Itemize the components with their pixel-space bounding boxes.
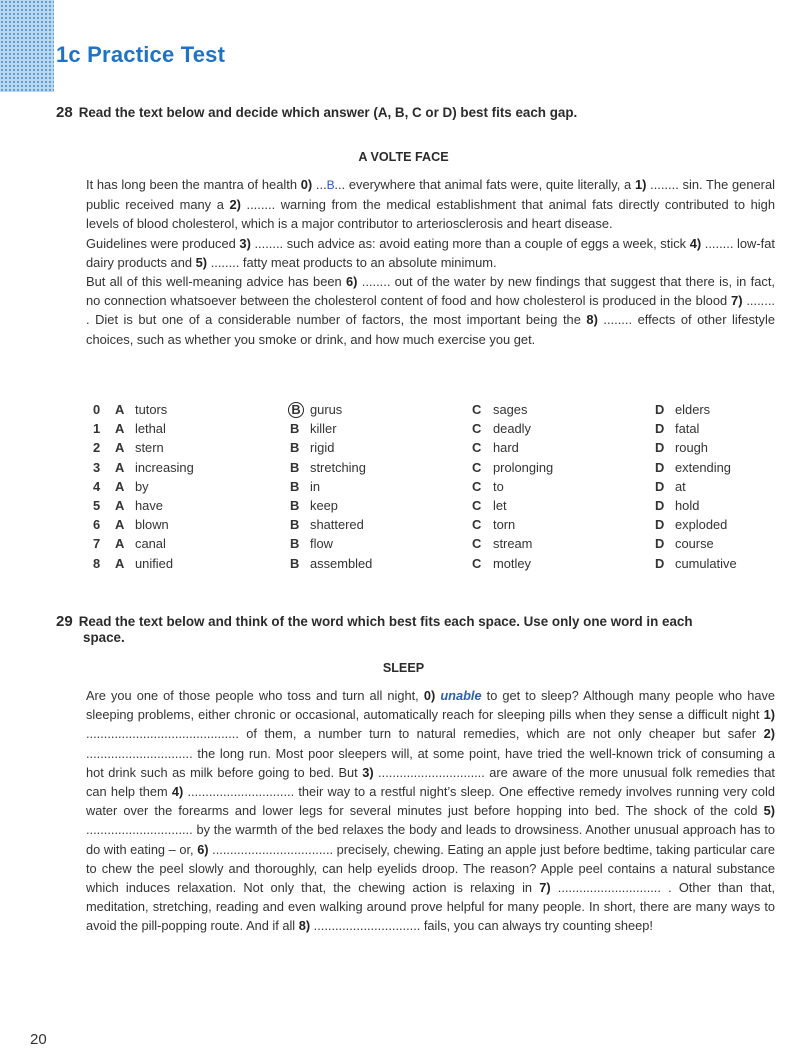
option-word: rough bbox=[675, 440, 708, 456]
section-title: 1c Practice Test bbox=[56, 42, 226, 67]
option-row bbox=[0, 498, 807, 517]
text-run: .............................. the long run. Most poor sleepers will, at some point, have tried the well-known trick of consuming a hot drink such as milk before going to bed. But bbox=[86, 745, 775, 780]
text-run: .............................. fails, you can always try counting sheep! bbox=[310, 918, 653, 934]
option-word: keep bbox=[310, 498, 338, 513]
q28-passage bbox=[86, 175, 775, 349]
gap-number: 2) bbox=[763, 726, 775, 742]
option-row-number: 0 bbox=[93, 402, 101, 417]
option-word: cumulative bbox=[675, 555, 737, 571]
option-row-number: 4 bbox=[93, 478, 101, 494]
q28-heading bbox=[56, 104, 577, 121]
text-run: .............................. their way to a restful night’s sleep. One effective remedy involves running very cold water over the forearms and lower legs for several minutes just before hopping into bed. The shock of the cold bbox=[86, 784, 776, 819]
option-row-number: 7 bbox=[93, 536, 101, 552]
q29-instruction-line2: space. bbox=[83, 630, 125, 645]
option-letter-a: A bbox=[115, 498, 125, 513]
gap-number: 6) bbox=[346, 274, 358, 290]
option-row bbox=[0, 479, 807, 498]
option-letter-c: C bbox=[472, 478, 482, 494]
text-run: ........ fatty meat products to an absolute minimum. bbox=[207, 254, 497, 270]
option-word: let bbox=[493, 498, 507, 513]
option-word: sages bbox=[493, 402, 528, 417]
q28-paragraph bbox=[86, 175, 775, 234]
option-letter-b bbox=[290, 402, 304, 418]
option-word: motley bbox=[493, 555, 531, 571]
option-letter-d: D bbox=[655, 555, 665, 571]
option-letter-b: B bbox=[290, 498, 300, 513]
option-letter-d: D bbox=[655, 402, 665, 417]
option-word: flow bbox=[310, 536, 333, 552]
option-letter-b: B bbox=[290, 440, 300, 456]
option-word: at bbox=[675, 478, 686, 494]
q29-passage bbox=[86, 686, 775, 936]
gap-number: 5) bbox=[195, 254, 208, 270]
option-word: lethal bbox=[135, 421, 166, 437]
option-letter-c: C bbox=[472, 555, 482, 571]
option-letter-d: D bbox=[655, 478, 665, 494]
option-word: canal bbox=[135, 536, 166, 552]
gap-number: 6) bbox=[197, 841, 209, 857]
option-letter-d: D bbox=[655, 498, 665, 513]
dotted-corner-decoration bbox=[0, 0, 54, 92]
option-letter-a: A bbox=[115, 402, 125, 417]
gap-number: 5) bbox=[763, 803, 775, 819]
option-word: to bbox=[493, 478, 504, 494]
option-row bbox=[0, 556, 807, 575]
option-word: have bbox=[135, 498, 163, 513]
option-word: tutors bbox=[135, 402, 168, 417]
option-word: shattered bbox=[310, 517, 364, 533]
q28-number: 28 bbox=[56, 104, 73, 121]
option-letter-c: C bbox=[472, 498, 482, 513]
gap-number: 7) bbox=[731, 293, 743, 309]
option-letter-a: A bbox=[115, 517, 125, 533]
option-letter-b: B bbox=[290, 555, 300, 571]
option-word: stream bbox=[493, 536, 533, 552]
text-run: ........................................... of them, a number turn to natural remedies, which are not only cheaper but safer bbox=[86, 726, 764, 742]
option-row bbox=[0, 460, 807, 479]
option-letter-d: D bbox=[655, 536, 665, 552]
option-letter-a: A bbox=[115, 536, 125, 552]
gap-number: 0) bbox=[423, 688, 436, 703]
option-word: killer bbox=[310, 421, 337, 437]
gap-number: 8) bbox=[298, 918, 311, 934]
text-run: ... everywhere that animal fats were, quite literally, a bbox=[334, 177, 635, 192]
option-row bbox=[0, 402, 807, 421]
gap-number: 7) bbox=[539, 880, 551, 896]
q29-paragraph bbox=[86, 686, 775, 936]
option-row-number: 8 bbox=[93, 555, 101, 571]
example-answer: unable bbox=[440, 688, 482, 703]
option-word: prolonging bbox=[493, 459, 554, 475]
gap-number: 1) bbox=[763, 707, 775, 723]
option-letter-a: A bbox=[115, 459, 125, 475]
page-number: 20 bbox=[30, 1031, 47, 1048]
q28-paragraph bbox=[86, 272, 775, 349]
text-run: Are you one of those people who toss and turn all night, bbox=[86, 688, 424, 703]
text-run: ... bbox=[312, 177, 327, 192]
option-word: course bbox=[675, 536, 714, 552]
text-run: .............................. are aware of the more unusual folk remedies that can help them bbox=[86, 764, 775, 800]
option-word: by bbox=[135, 478, 149, 494]
option-word: assembled bbox=[310, 555, 373, 571]
option-letter-c: C bbox=[472, 402, 482, 417]
text-run: ........ effects of other lifestyle choices, such as whether you smoke or drink, and how much exercise you get. bbox=[86, 312, 775, 347]
gap-number: 4) bbox=[171, 784, 184, 800]
option-word: blown bbox=[135, 517, 169, 533]
option-letter-b: B bbox=[290, 517, 300, 533]
option-row-number: 5 bbox=[93, 498, 101, 513]
gap-number: 3) bbox=[239, 235, 251, 251]
option-word: in bbox=[310, 478, 321, 494]
option-letter-c: C bbox=[472, 517, 482, 533]
text-run: ........ out of the water by new findings that suggest that there is, in fact, no connection whatsoever between the cholesterol content of food and how cholesterol is produced in the blood bbox=[86, 274, 775, 309]
option-letter-b: B bbox=[290, 459, 300, 475]
option-word: rigid bbox=[310, 440, 335, 456]
option-letter-b: B bbox=[290, 536, 300, 552]
option-letter-a: A bbox=[115, 555, 125, 571]
option-letter-a: A bbox=[115, 421, 125, 437]
text-run: It has long been the mantra of health bbox=[86, 177, 301, 192]
option-word: torn bbox=[493, 517, 516, 533]
q29-instruction-line1: Read the text below and think of the word which best fits each space. Use only one word in each bbox=[78, 614, 693, 629]
option-word: exploded bbox=[675, 517, 728, 533]
text-run: ............................. . Other than that, meditation, stretching, reading and even walking around prove helpful for many people. In short, there are many ways to avoid the pill-popping route. And if all bbox=[86, 880, 775, 934]
option-row bbox=[0, 421, 807, 440]
option-letter-c: C bbox=[472, 459, 482, 475]
text-run: .................................. precisely, chewing. Eating an apple just before bedtime, taking particular care to chew the peel slowly and thoroughly, can help eyelids droop. The reason? Apple peel contains a natural substance which induces relaxation. Not only that, the chewing action is relaxing in bbox=[86, 841, 776, 896]
option-row bbox=[0, 517, 807, 536]
option-word: hard bbox=[493, 440, 519, 456]
gap-number: 3) bbox=[362, 764, 374, 780]
text-run: ........ low-fat dairy products and bbox=[86, 235, 775, 270]
handwritten-answer: B bbox=[326, 178, 335, 192]
option-row-number: 1 bbox=[93, 421, 101, 437]
option-letter-c: C bbox=[472, 440, 482, 456]
option-word: elders bbox=[675, 402, 711, 417]
option-word: stretching bbox=[310, 459, 366, 475]
q29-heading bbox=[56, 613, 776, 645]
option-row bbox=[0, 440, 807, 459]
gap-number: 0) bbox=[300, 177, 313, 192]
option-letter-a: A bbox=[115, 440, 125, 456]
q28-paragraph bbox=[86, 234, 775, 272]
q28-instruction: Read the text below and decide which answer (A, B, C or D) best fits each gap. bbox=[78, 105, 578, 120]
option-word: fatal bbox=[675, 421, 700, 437]
option-word: hold bbox=[675, 498, 700, 513]
q28-text-title: A VOLTE FACE bbox=[358, 150, 449, 164]
option-letter-b: B bbox=[290, 421, 300, 437]
gap-number: 8) bbox=[586, 312, 598, 328]
q29-number: 29 bbox=[56, 613, 73, 630]
option-word: unified bbox=[135, 555, 173, 571]
q29-text-title: SLEEP bbox=[382, 661, 425, 675]
option-letter-c: C bbox=[472, 421, 482, 437]
option-letter-c: C bbox=[472, 536, 482, 552]
text-run: ........ warning from the medical establishment that animal fats directly contributed to high levels of blood cholesterol, which is a major contributor to arteriosclerosis and heart disease. bbox=[86, 197, 775, 232]
option-letter-d: D bbox=[655, 517, 665, 533]
option-word: increasing bbox=[135, 459, 194, 475]
gap-number: 4) bbox=[689, 235, 702, 251]
option-word: deadly bbox=[493, 421, 531, 437]
text-run: to get to sleep? Although many people who have sleeping problems, either chronic or occasional, automatically reach for sleeping pills when they sense a difficult night bbox=[86, 688, 775, 723]
gap-number: 2) bbox=[229, 197, 241, 213]
option-letter-d: D bbox=[655, 421, 665, 437]
text-run: Guidelines were produced bbox=[86, 235, 240, 251]
circled-answer: B bbox=[288, 402, 304, 418]
text-run: ........ sin. The general public received many a bbox=[86, 177, 776, 213]
option-word: extending bbox=[675, 459, 731, 475]
gap-number: 1) bbox=[634, 177, 647, 192]
text-run: .............................. by the warmth of the bed relaxes the body and leads to drowsiness. Another unusual approach has to do with eating – or, bbox=[86, 822, 775, 857]
option-word: gurus bbox=[310, 402, 343, 417]
option-row-number: 6 bbox=[93, 517, 101, 533]
text-run: But all of this well-meaning advice has been bbox=[86, 274, 346, 290]
option-row-number: 3 bbox=[93, 459, 101, 475]
option-letter-b: B bbox=[290, 478, 300, 494]
option-row bbox=[0, 536, 807, 555]
text-run: ........ such advice as: avoid eating more than a couple of eggs a week, stick bbox=[250, 235, 690, 251]
option-letter-d: D bbox=[655, 440, 665, 456]
option-row-number: 2 bbox=[93, 440, 101, 456]
option-word: stern bbox=[135, 440, 164, 456]
option-letter-d: D bbox=[655, 459, 665, 475]
text-run: ........ . Diet is but one of a considerable number of factors, the most important being the bbox=[86, 293, 775, 328]
option-letter-a: A bbox=[115, 478, 125, 494]
